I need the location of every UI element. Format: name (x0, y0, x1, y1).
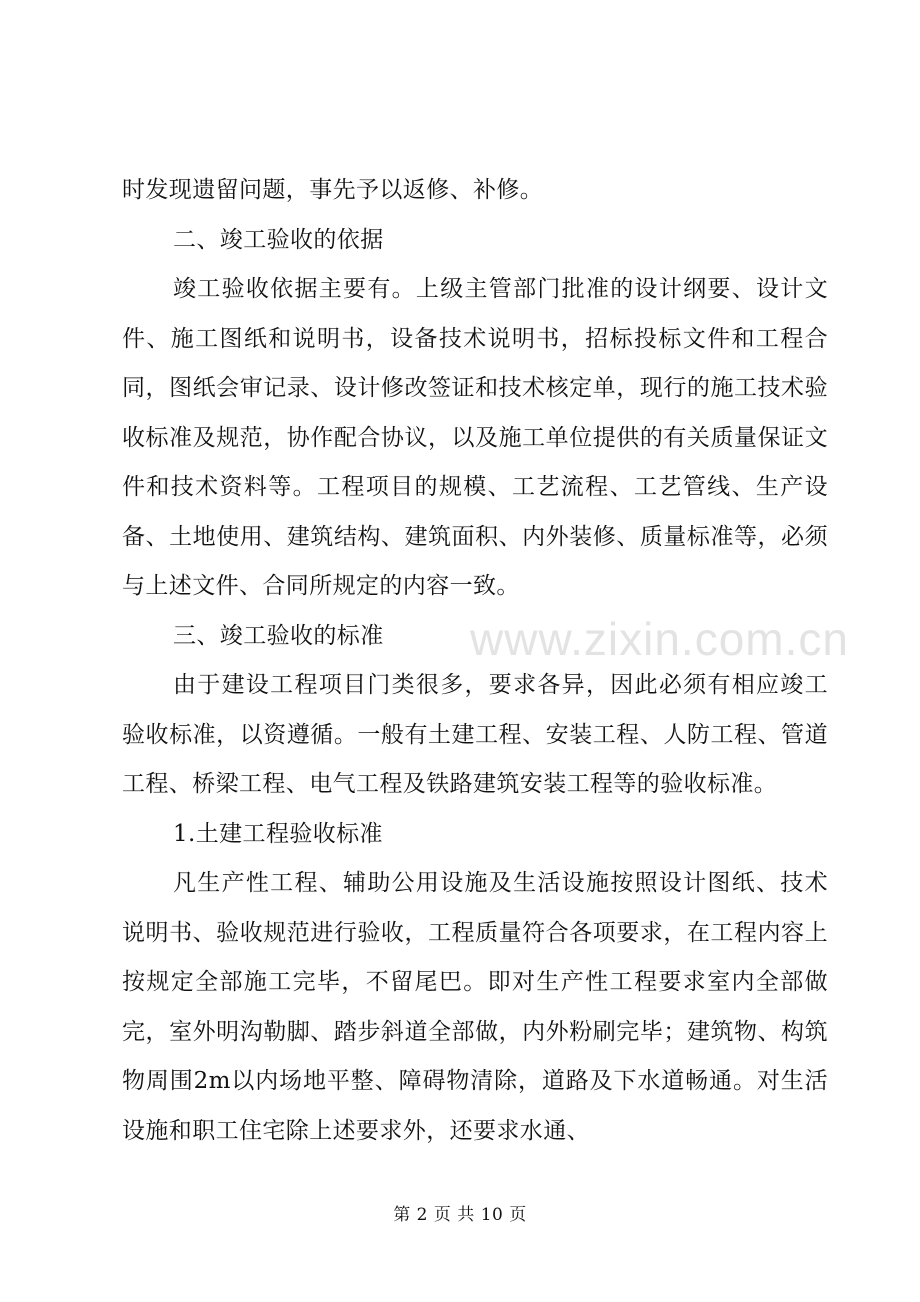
section-heading-standards: 三、竣工验收的标准 (173, 622, 384, 649)
paragraph-standards: 由于建设工程项目门类很多，要求各异，因此必须有相应竣工验收标准，以资遵循。一般有土建工程、安装工程、人防工程、管道工程、桥梁工程、电气工程及铁路建筑安装工程等的验收标准。 (122, 672, 828, 797)
document-body (122, 166, 828, 1156)
watermark: www.zixin.com.cn (470, 613, 849, 665)
page-footer: 第 2 页 共 10 页 (393, 1205, 527, 1225)
paragraph-civil: 凡生产性工程、辅助公用设施及生活设施按照设计图纸、技术说明书、验收规范进行验收，工程质量符合各项要求，在工程内容上按规定全部施工完毕，不留尾巴。即对生产性工程要求室内全部做完，室外明沟勒脚、踏步斜道全部做，内外粉刷完毕；建筑物、构筑物周围2m以内场地平整、障碍物清除，道路及下水道畅通。对生活设施和职工住宅除上述要求外，还要求水通、 (122, 870, 828, 1144)
paragraph-basis: 竣工验收依据主要有。上级主管部门批准的设计纲要、设计文件、施工图纸和说明书，设备技术说明书，招标投标文件和工程合同，图纸会审记录、设计修改签证和技术核定单，现行的施工技术验收标准及规范，协作配合协议，以及施工单位提供的有关质量保证文件和技术资料等。工程项目的规模、工艺流程、工艺管线、生产设备、土地使用、建筑结构、建筑面积、内外装修、质量标准等，必须与上述文件、合同所规定的内容一致。 (122, 276, 828, 599)
subsection-heading-civil: 1.土建工程验收标准 (173, 820, 383, 847)
section-heading-basis: 二、竣工验收的依据 (173, 226, 384, 253)
paragraph-continuation: 时发现遗留问题，事先予以返修、补修。 (122, 177, 544, 203)
